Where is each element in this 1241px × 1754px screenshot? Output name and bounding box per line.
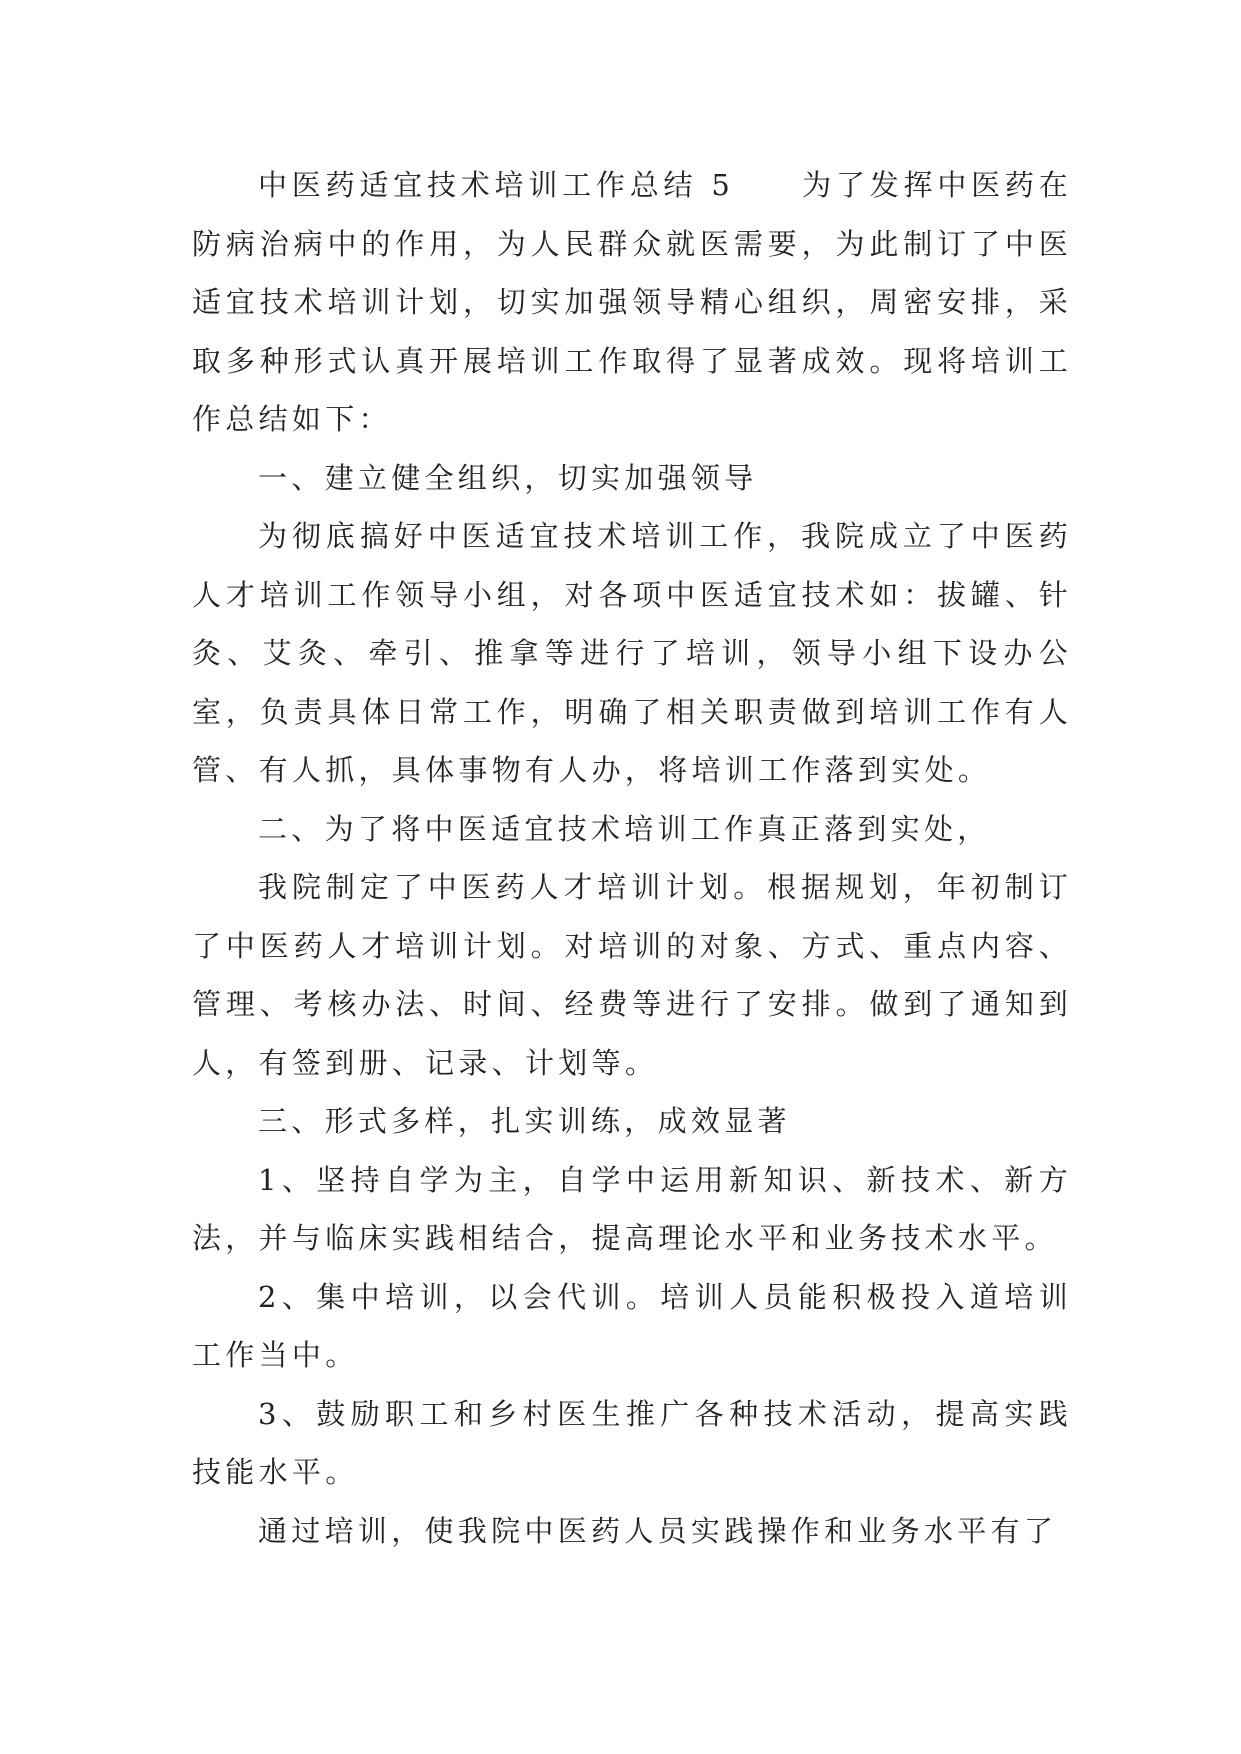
document-body <box>192 156 1072 1560</box>
paragraph-intro: 中医药适宜技术培训工作总结 5 为了发挥中医药在防病治病中的作用，为人民群众就医需要，为此制订了中医适宜技术培训计划，切实加强领导精心组织，周密安排，采取多种形式认真开展培训工作取得了显著成效。现将培训工作总结如下： <box>192 168 1072 436</box>
section-heading-1: 一、建立健全组织，切实加强领导 <box>258 460 758 495</box>
list-item-3: 3、鼓励职工和乡村医生推广各种技术活动，提高实践技能水平。 <box>192 1396 1072 1489</box>
section-heading-3: 三、形式多样，扎实训练，成效显著 <box>258 1104 791 1138</box>
list-item-2: 2、集中培训，以会代训。培训人员能积极投入道培训工作当中。 <box>192 1279 1072 1372</box>
paragraph-organization: 为彻底搞好中医适宜技术培训工作，我院成立了中医药人才培训工作领导小组，对各项中医适宜技术如：拔罐、针灸、艾灸、牵引、推拿等进行了培训，领导小组下设办公室，负责具体日常工作，明确了相关职责做到培训工作有人管、有人抓，具体事物有人办，将培训工作落到实处。 <box>192 519 1072 787</box>
list-item-1: 1、坚持自学为主，自学中运用新知识、新技术、新方法，并与临床实践相结合，提高理论水平和业务技术水平。 <box>192 1162 1072 1255</box>
section-heading-2: 二、为了将中医适宜技术培训工作真正落到实处， <box>258 811 991 846</box>
paragraph-conclusion: 通过培训，使我院中医药人员实践操作和业务水平有了 <box>258 1513 1058 1548</box>
paragraph-plan: 我院制定了中医药人才培训计划。根据规划，年初制订了中医药人才培训计划。对培训的对象、方式、重点内容、管理、考核办法、时间、经费等进行了安排。做到了通知到人，有签到册、记录、计划等。 <box>192 870 1072 1080</box>
